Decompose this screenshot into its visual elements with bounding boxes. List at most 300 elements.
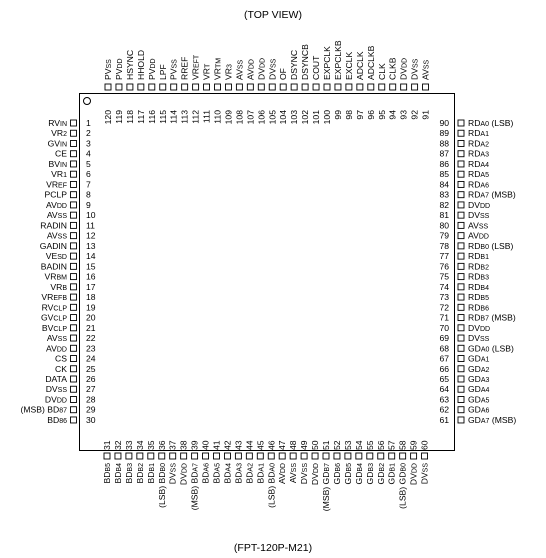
top-pin <box>147 58 157 123</box>
pin-name: GDA2 <box>468 363 490 374</box>
pin-number: 90 <box>439 118 449 128</box>
top-pin <box>377 63 387 120</box>
pin-number: 8 <box>86 189 91 200</box>
pin-pad-icon <box>458 325 464 331</box>
pin-pad-icon <box>458 335 464 341</box>
top-pin <box>311 55 321 124</box>
pin-name: PVSS <box>103 59 113 80</box>
pin-name: DVSS <box>419 463 430 485</box>
pin-name: DATA <box>45 374 67 384</box>
left-pin <box>51 169 91 179</box>
pin-pad-icon <box>302 84 308 90</box>
right-pin-row <box>439 118 516 425</box>
pin-number: 104 <box>278 110 289 125</box>
pin-pad-icon <box>138 84 144 90</box>
pin-name: DVDD <box>44 394 67 405</box>
pin-number: 20 <box>86 312 96 323</box>
pin-name: VRTM <box>212 57 223 80</box>
right-pin <box>439 282 489 292</box>
pin-pad-icon <box>71 396 77 402</box>
bottom-pin <box>299 440 309 484</box>
pin-number: 36 <box>156 440 167 450</box>
pin-pad-icon <box>458 243 464 249</box>
pin-name: RDB1 <box>468 251 489 262</box>
bottom-pin <box>201 440 211 483</box>
pin-number: 117 <box>135 110 146 124</box>
pin-name: AVDD <box>277 463 288 484</box>
pin-number: 11 <box>86 220 95 231</box>
pin-pad-icon <box>379 84 385 90</box>
pin-name: DVDD <box>468 322 491 333</box>
bottom-pin <box>409 440 419 485</box>
top-pin <box>234 60 244 125</box>
pin-pad-icon <box>356 453 362 459</box>
pin-number: 67 <box>439 353 449 364</box>
pin-pad-icon <box>458 171 464 177</box>
pin-pad-icon <box>458 212 464 218</box>
right-pin <box>439 292 489 302</box>
right-pin <box>439 149 489 159</box>
pin-name: GDB4 <box>353 463 364 485</box>
bottom-pin <box>113 440 123 483</box>
pin-number: 16 <box>86 271 96 282</box>
pin-name: DVSS <box>267 58 278 80</box>
pin-pad-icon <box>149 84 155 90</box>
pin-pad-icon <box>71 120 77 126</box>
pin-pad-icon <box>224 453 230 459</box>
pin-pad-icon <box>458 181 464 187</box>
pin-number: 32 <box>112 440 123 450</box>
pin-pad-icon <box>389 453 395 459</box>
bottom-pin <box>332 440 342 484</box>
pin-pad-icon <box>401 84 407 90</box>
pin-name: BDA2 <box>244 463 255 484</box>
pin-number: 27 <box>86 384 96 395</box>
pin-number: 2 <box>86 128 91 139</box>
pin-number: 101 <box>311 110 322 125</box>
pin-pad-icon <box>412 84 418 90</box>
pin-name: (MSB) BD87 <box>20 404 67 415</box>
pin-pad-icon <box>422 453 428 459</box>
package-name: (FPT-120P-M21) <box>233 542 313 554</box>
pin-name: ADCLKB <box>365 45 376 80</box>
pin-number: 5 <box>86 158 91 169</box>
pin-pad-icon <box>171 84 177 90</box>
pin-pad-icon <box>390 84 396 90</box>
pin-name: VR2 <box>51 128 67 139</box>
pin-pad-icon <box>458 130 464 136</box>
left-pin <box>41 292 95 302</box>
left-pin <box>51 128 91 138</box>
pin-pad-icon <box>225 84 231 90</box>
pin-number: 69 <box>439 333 449 344</box>
left-pin <box>46 384 96 394</box>
pin-name: DVDD <box>178 463 189 486</box>
pin-pad-icon <box>301 453 307 459</box>
left-pin <box>48 118 91 128</box>
pin-number: 3 <box>86 138 91 149</box>
top-pin <box>202 63 212 123</box>
bottom-pin <box>310 440 320 485</box>
pin-name: RDB7 (MSB) <box>468 312 516 323</box>
pin-pad-icon <box>357 84 363 90</box>
pin-pad-icon <box>71 222 77 228</box>
pin-pad-icon <box>71 366 77 372</box>
top-pin <box>322 46 332 125</box>
pin-name: BDB5 <box>102 463 112 484</box>
pin-pad-icon <box>71 192 77 198</box>
pin-name: DVDD <box>408 463 419 486</box>
pin-number: 31 <box>102 440 112 450</box>
pin-number: 89 <box>439 128 449 139</box>
pin-name: COUT <box>311 55 322 80</box>
pin-name: RDA0 (LSB) <box>468 118 514 128</box>
right-pin <box>439 364 489 374</box>
pin-number: 88 <box>439 138 449 149</box>
pin-name: VR3 <box>223 64 234 80</box>
pin-number: 80 <box>439 220 449 231</box>
left-pin <box>55 354 96 364</box>
pin-name: DVSS <box>409 58 420 80</box>
pin-name: AVDD <box>46 199 67 210</box>
pin-name: DVSS <box>468 210 490 221</box>
pin-number: 4 <box>86 148 91 159</box>
top-pin-row <box>103 40 431 124</box>
bottom-pin <box>398 440 408 509</box>
right-pin <box>439 261 489 271</box>
pin-name: BDA4 <box>222 463 233 484</box>
pin-number: 96 <box>365 110 376 120</box>
right-pin <box>439 394 489 404</box>
pin-name: RDA6 <box>468 179 489 190</box>
pin-number: 79 <box>439 230 449 241</box>
pin-pad-icon <box>458 294 464 300</box>
pin-number: 40 <box>200 440 211 450</box>
pin-number: 116 <box>146 110 157 124</box>
pin-number: 25 <box>86 363 96 374</box>
pin-number: 28 <box>86 394 96 405</box>
pin-name: PVSS <box>168 59 179 80</box>
bottom-pin <box>179 440 189 485</box>
pin-pad-icon <box>71 274 77 280</box>
pin-name: LPF <box>157 64 168 80</box>
pin-number: 99 <box>332 110 343 120</box>
pin-number: 62 <box>439 404 449 415</box>
pin-number: 42 <box>222 440 233 450</box>
top-pin <box>399 58 409 120</box>
top-pin <box>344 52 354 120</box>
left-pin-row <box>21 118 96 425</box>
pin-name: BVCLP <box>41 322 67 333</box>
left-pin <box>49 159 91 169</box>
right-pin <box>439 190 515 200</box>
pin-name: EXPCLKB <box>332 40 343 80</box>
left-pin <box>46 200 91 210</box>
bottom-pin <box>102 440 112 483</box>
pin-number: 115 <box>157 110 168 124</box>
pin-pad-icon <box>458 202 464 208</box>
pin-name: GDA7 (MSB) <box>468 414 517 425</box>
pin-pad-icon <box>159 453 165 459</box>
pin-number: 39 <box>189 440 200 450</box>
pin-number: 46 <box>266 440 277 450</box>
pin-number: 24 <box>86 353 96 364</box>
pin-number: 57 <box>386 440 397 450</box>
pin-number: 33 <box>123 440 134 450</box>
pin-name: GADIN <box>39 240 67 251</box>
pin-number: 45 <box>255 440 266 450</box>
pin-name: VREFT <box>190 54 201 80</box>
bottom-pin <box>168 440 178 484</box>
pin-name: ADCLK <box>354 51 365 80</box>
right-pin <box>439 384 489 394</box>
top-pin <box>410 58 420 119</box>
right-pin <box>439 405 489 415</box>
pin-pad-icon <box>290 453 296 459</box>
top-pin <box>256 58 266 124</box>
pin-number: 9 <box>86 199 91 210</box>
pin-number: 113 <box>179 110 190 124</box>
bottom-pin <box>420 440 430 484</box>
pin-pad-icon <box>323 453 329 459</box>
pin-number: 38 <box>178 440 189 450</box>
pin-name: EXPCLK <box>322 46 332 80</box>
pin-pad-icon <box>148 453 154 459</box>
pin-name: RADIN <box>40 220 67 231</box>
pin-number: 114 <box>168 110 179 124</box>
left-pin <box>41 261 96 271</box>
left-pin <box>47 231 96 241</box>
pin-name: GDB5 <box>342 463 353 485</box>
right-pin <box>439 138 489 148</box>
pin-number: 66 <box>439 363 449 374</box>
pin-pad-icon <box>104 453 110 459</box>
left-pin <box>40 241 96 251</box>
left-pin <box>46 343 96 353</box>
right-pin <box>439 415 516 425</box>
pin-number: 70 <box>439 322 449 333</box>
pin-name: DVDD <box>398 57 409 80</box>
pin-pad-icon <box>458 274 464 280</box>
top-pin <box>245 59 255 124</box>
pin-pad-icon <box>458 396 464 402</box>
pin-number: 56 <box>375 440 386 450</box>
pin-name: BD86 <box>47 414 67 425</box>
top-pin <box>114 58 124 123</box>
left-pin <box>40 220 95 230</box>
pin-name: (MSB) BDA7 <box>189 463 200 511</box>
pin-pad-icon <box>345 453 351 459</box>
pin-name: DVDD <box>310 463 321 486</box>
pin-number: 37 <box>167 440 178 450</box>
pin-number: 94 <box>387 110 398 120</box>
pin-pad-icon <box>458 263 464 269</box>
left-pin <box>21 405 96 415</box>
pin-pad-icon <box>71 315 77 321</box>
pin-number: 83 <box>439 189 449 200</box>
pin-name: GDA3 <box>468 374 490 384</box>
pin-pad-icon <box>458 345 464 351</box>
bottom-pin <box>135 440 145 483</box>
pin-name: PVDD <box>113 58 124 80</box>
pin-name: VESD <box>45 251 67 262</box>
pin-number: 18 <box>86 292 96 303</box>
top-pin <box>169 59 179 124</box>
pin-pad-icon <box>458 356 464 362</box>
pin-pad-icon <box>367 453 373 459</box>
pin-pad-icon <box>71 263 77 269</box>
right-pin <box>439 200 490 210</box>
pin-pad-icon <box>71 140 77 146</box>
pin-name: GDB2 <box>375 463 386 485</box>
pin-name: DVSS <box>167 463 178 485</box>
right-pin <box>439 231 489 241</box>
top-pin <box>289 50 299 124</box>
bottom-pin <box>212 440 222 483</box>
pin-number: 106 <box>256 110 267 125</box>
pin-pad-icon <box>458 233 464 239</box>
pin-pad-icon <box>291 84 297 90</box>
pin-pad-icon <box>71 151 77 157</box>
right-pin <box>439 169 489 179</box>
pin-name: AVDD <box>46 343 67 354</box>
pin-pad-icon <box>126 453 132 459</box>
pin-pad-icon <box>71 345 77 351</box>
pin-name: (MSB) GDB7 <box>321 463 331 512</box>
left-pin <box>45 272 96 282</box>
pin-pad-icon <box>71 386 77 392</box>
pin-name: HSYNC <box>124 49 135 80</box>
pin-pad-icon <box>204 84 210 90</box>
top-pin <box>278 68 288 124</box>
pin-pad-icon <box>400 453 406 459</box>
pin-pad-icon <box>71 212 77 218</box>
pin-number: 44 <box>244 440 255 450</box>
pin-number: 23 <box>86 343 96 354</box>
top-pin <box>223 64 233 124</box>
right-pin <box>439 343 514 353</box>
pin-number: 81 <box>439 210 449 221</box>
pin-pad-icon <box>71 161 77 167</box>
pin-name: AVSS <box>288 463 299 484</box>
pin-number: 95 <box>376 110 387 120</box>
top-pin <box>421 60 431 120</box>
pin-name: (LSB) BDB0 <box>156 463 167 508</box>
pin-name: DSYNCB <box>300 44 311 80</box>
pin-number: 91 <box>420 110 431 120</box>
pin-pad-icon <box>127 84 133 90</box>
pin-pad-icon <box>193 84 199 90</box>
right-pin <box>439 220 488 230</box>
top-pin <box>180 57 190 124</box>
right-pin <box>439 179 489 189</box>
pin-number: 111 <box>201 110 212 124</box>
pin-number: 63 <box>439 394 449 405</box>
pin-name: (LSB) BDA0 <box>266 463 277 508</box>
pin-number: 35 <box>145 440 156 450</box>
pin-name: RVCLP <box>41 302 67 313</box>
pin-name: GDA5 <box>468 394 490 405</box>
top-pin <box>213 58 223 124</box>
bottom-pin <box>190 440 200 510</box>
pin-name: BDA5 <box>211 463 222 484</box>
pin-number: 12 <box>86 230 96 241</box>
pin-name: AVSS <box>46 210 67 221</box>
pin-number: 29 <box>86 404 96 415</box>
left-pin <box>47 415 96 425</box>
left-pin <box>55 364 96 374</box>
pin-pad-icon <box>324 84 330 90</box>
pin-pad-icon <box>423 84 429 90</box>
pin-pad-icon <box>258 84 264 90</box>
pin-name: AVDD <box>245 59 256 80</box>
pin-pad-icon <box>257 453 263 459</box>
right-pin <box>439 374 489 384</box>
pin-number: 53 <box>342 440 353 450</box>
pin-pad-icon <box>269 84 275 90</box>
pin-number: 60 <box>419 440 430 450</box>
pin-pad-icon <box>458 140 464 146</box>
pin-pad-icon <box>246 453 252 459</box>
pin-name: RDA7 (MSB) <box>468 189 516 200</box>
left-pin <box>48 138 91 148</box>
pin-pad-icon <box>279 453 285 459</box>
bottom-pin <box>365 440 375 484</box>
pin-number: 50 <box>310 440 321 450</box>
pin-name: BDA1 <box>255 463 266 484</box>
pin-name: (LSB) GDB0 <box>397 463 408 509</box>
pin-pad-icon <box>458 253 464 259</box>
pin-pad-icon <box>71 356 77 362</box>
pin-pad-icon <box>458 284 464 290</box>
pin-number: 49 <box>299 440 310 450</box>
pin-name: RVIN <box>48 118 67 128</box>
pin-pad-icon <box>313 84 319 90</box>
left-pin <box>47 210 96 220</box>
pin-name: RDA4 <box>468 158 489 169</box>
pin-number: 86 <box>439 158 449 169</box>
pin-number: 107 <box>245 110 256 125</box>
pin-pad-icon <box>334 453 340 459</box>
pin-pad-icon <box>458 417 464 423</box>
pin-pad-icon <box>368 84 374 90</box>
pin-pad-icon <box>411 453 417 459</box>
pin-name: PCLP <box>44 189 67 200</box>
left-pin <box>45 394 96 404</box>
top-pin <box>366 45 376 119</box>
pin-name: BDA6 <box>200 463 211 484</box>
pin-pad-icon <box>346 84 352 90</box>
pin-number: 120 <box>103 110 113 125</box>
bottom-pin <box>387 440 397 484</box>
pin-pad-icon <box>105 84 111 90</box>
pin-pad-icon <box>458 386 464 392</box>
pin-number: 26 <box>86 374 96 384</box>
pin-name: PVDD <box>146 58 157 80</box>
pin-name: AVSS <box>46 230 67 241</box>
pin-name: VRT <box>201 63 212 80</box>
pin-pad-icon <box>236 84 242 90</box>
top-pin <box>300 44 310 124</box>
pin-name: GDA6 <box>468 404 490 415</box>
pin-number: 47 <box>277 440 288 450</box>
view-title: (TOP VIEW) <box>244 9 302 21</box>
pin-name: GDA0 (LSB) <box>468 343 514 354</box>
pin-name: RDA5 <box>468 169 489 180</box>
pin-name: CE <box>55 148 67 159</box>
pin-pad-icon <box>115 453 121 459</box>
pin-number: 19 <box>86 302 96 313</box>
